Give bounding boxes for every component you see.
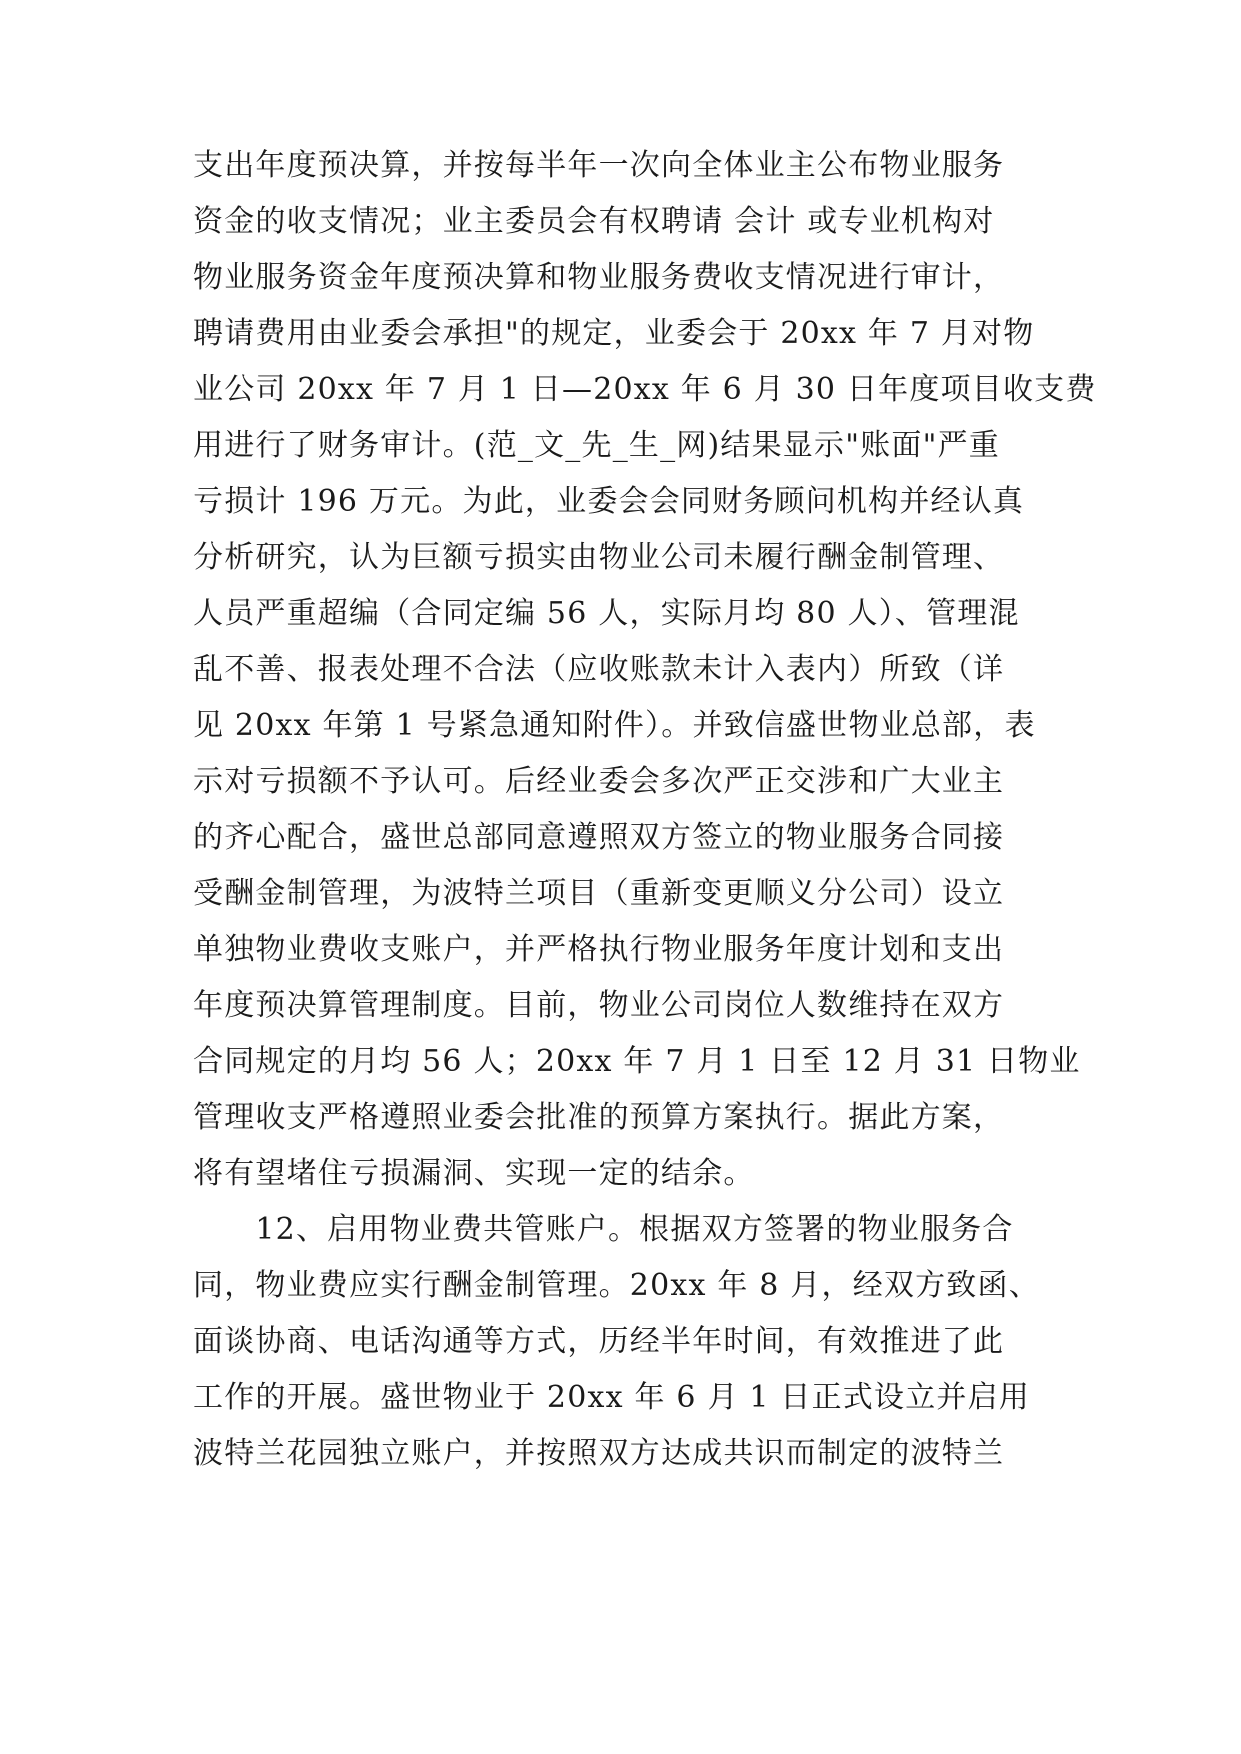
text-line: 聘请费用由业委会承担"的规定，业委会于 20xx 年 7 月对物 [193,316,1035,351]
text-line: 受酬金制管理，为波特兰项目（重新变更顺义分公司）设立 [193,876,1005,911]
text-line: 面谈协商、电话沟通等方式，历经半年时间，有效推进了此 [193,1324,1005,1359]
text-line: 用进行了财务审计。(范_文_先_生_网)结果显示"账面"严重 [193,428,1001,463]
text-line: 亏损计 196 万元。为此，业委会会同财务顾问机构并经认真 [193,484,1025,519]
text-line: 年度预决算管理制度。目前，物业公司岗位人数维持在双方 [193,988,1005,1023]
text-line: 12、启用物业费共管账户。根据双方签署的物业服务合 [193,1212,1014,1247]
text-line: 支出年度预决算，并按每半年一次向全体业主公布物业服务 [193,148,1005,183]
text-line: 合同规定的月均 56 人；20xx 年 7 月 1 日至 12 月 31 日物业 [193,1044,1081,1079]
text-line: 乱不善、报表处理不合法（应收账款未计入表内）所致（详 [193,652,1005,687]
text-line: 的齐心配合，盛世总部同意遵照双方签立的物业服务合同接 [193,820,1005,855]
text-line: 示对亏损额不予认可。后经业委会多次严正交涉和广大业主 [193,764,1005,799]
text-line: 将有望堵住亏损漏洞、实现一定的结余。 [193,1156,755,1191]
text-line: 分析研究，认为巨额亏损实由物业公司未履行酬金制管理、 [193,540,1005,575]
text-line: 业公司 20xx 年 7 月 1 日—20xx 年 6 月 30 日年度项目收支费 [193,372,1097,407]
text-line: 波特兰花园独立账户，并按照双方达成共识而制定的波特兰 [193,1436,1005,1471]
text-line: 同，物业费应实行酬金制管理。20xx 年 8 月，经双方致函、 [193,1268,1040,1303]
text-line: 工作的开展。盛世物业于 20xx 年 6 月 1 日正式设立并启用 [193,1380,1031,1415]
text-line: 见 20xx 年第 1 号紧急通知附件）。并致信盛世物业总部，表 [193,708,1036,743]
text-line: 单独物业费收支账户，并严格执行物业服务年度计划和支出 [193,932,1005,967]
text-line: 人员严重超编（合同定编 56 人，实际月均 80 人）、管理混 [193,596,1020,631]
text-line: 资金的收支情况；业主委员会有权聘请 会计 或专业机构对 [193,204,995,239]
text-line: 物业服务资金年度预决算和物业服务费收支情况进行审计， [193,260,1005,295]
text-line: 管理收支严格遵照业委会批准的预算方案执行。据此方案， [193,1100,1005,1135]
